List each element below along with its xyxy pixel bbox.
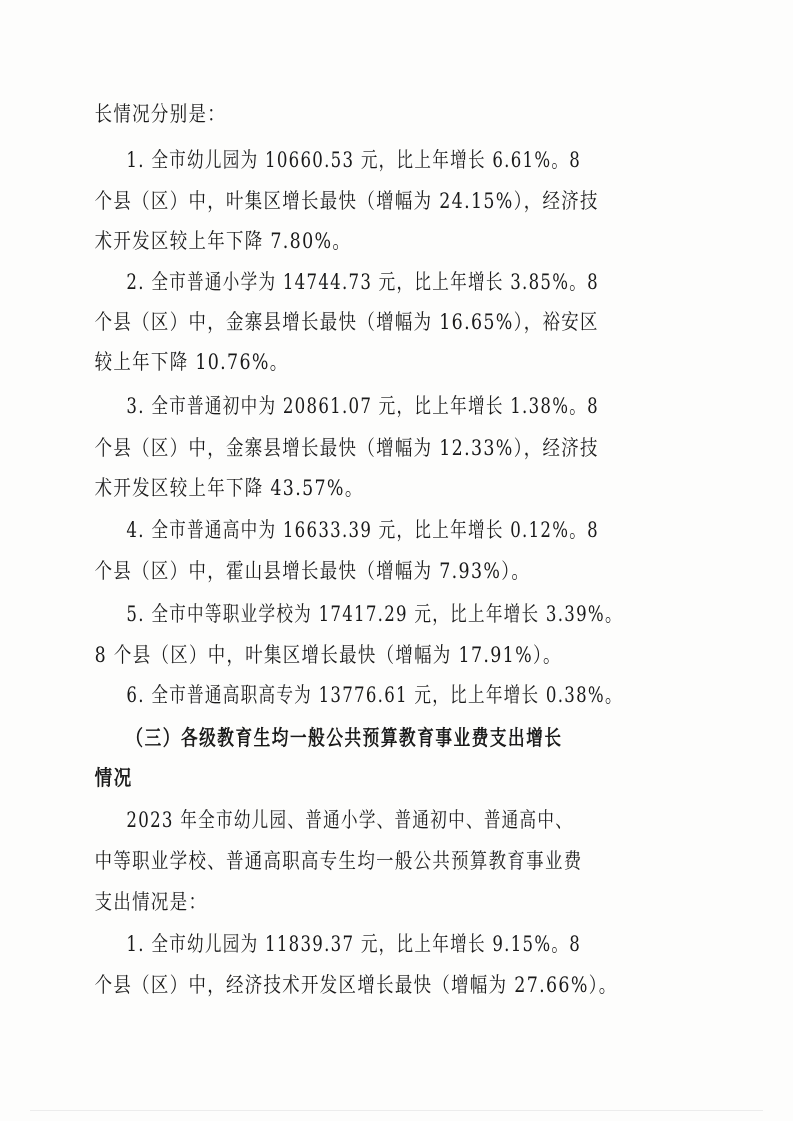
- paragraph-line: 1. 全市幼儿园为 11839.37 元，比上年增长 9.15%。8: [126, 932, 582, 956]
- paragraph-line: 个县（区）中，叶集区增长最快（增幅为 24.15%），经济技: [94, 189, 599, 213]
- paragraph-line: 8 个县（区）中，叶集区增长最快（增幅为 17.91%）。: [94, 643, 562, 667]
- section-heading: （三）各级教育生均一般公共预算教育事业费支出增长: [126, 725, 563, 750]
- paragraph-line: 3. 全市普通初中为 20861.07 元，比上年增长 1.38%。8: [126, 394, 599, 418]
- paragraph-line: 支出情况是：: [94, 890, 208, 914]
- paragraph-line: 个县（区）中，金寨县增长最快（增幅为 16.65%），裕安区: [94, 310, 599, 334]
- paragraph-line: 术开发区较上年下降 7.80%。: [94, 229, 352, 253]
- paragraph-line: 长情况分别是：: [94, 102, 226, 126]
- paragraph-line: 个县（区）中，霍山县增长最快（增幅为 7.93%）。: [94, 559, 531, 583]
- paragraph-line: 术开发区较上年下降 43.57%。: [94, 476, 364, 500]
- paragraph-line: 个县（区）中，经济技术开发区增长最快（增幅为 27.66%）。: [94, 973, 618, 997]
- paragraph-line: 5. 全市中等职业学校为 17417.29 元，比上年增长 3.39%。: [126, 602, 623, 626]
- paragraph-line: 2023 年全市幼儿园、普通小学、普通初中、普通高中、: [126, 808, 574, 832]
- paragraph-line: 4. 全市普通高中为 16633.39 元，比上年增长 0.12%。8: [126, 518, 599, 542]
- paragraph-line: 个县（区）中，金寨县增长最快（增幅为 12.33%），经济技: [94, 436, 599, 460]
- paragraph-line: 1. 全市幼儿园为 10660.53 元，比上年增长 6.61%。8: [126, 148, 582, 172]
- paragraph-line: 较上年下降 10.76%。: [94, 350, 289, 374]
- page-bottom-rule: [30, 1110, 763, 1111]
- paragraph-line: 中等职业学校、普通高职高专生均一般公共预算教育事业费: [94, 849, 583, 873]
- section-heading-continuation: 情况: [94, 765, 133, 790]
- paragraph-line: 2. 全市普通小学为 14744.73 元，比上年增长 3.85%。8: [126, 270, 599, 294]
- paragraph-line: 6. 全市普通高职高专为 13776.61 元，比上年增长 0.38%。: [126, 683, 623, 707]
